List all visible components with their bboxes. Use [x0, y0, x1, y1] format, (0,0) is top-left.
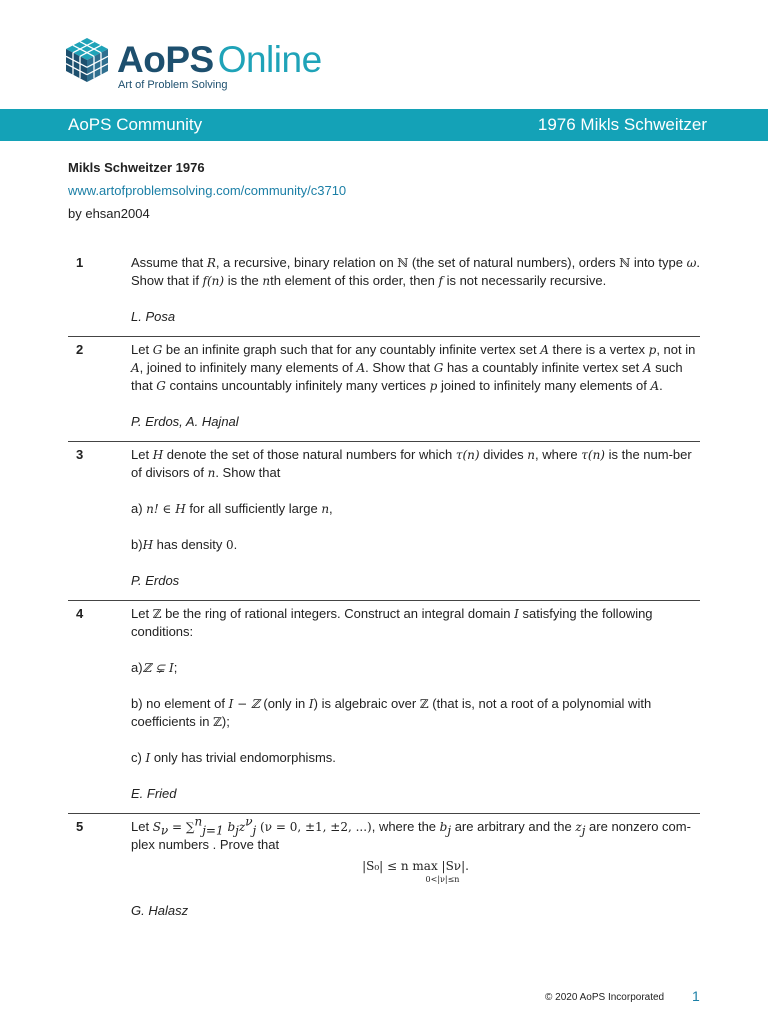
problem-4	[68, 601, 700, 814]
document-title: Mikls Schweitzer 1976	[68, 160, 205, 175]
contest-title: 1976 Mikls Schweitzer	[537, 115, 707, 134]
problem-part-b: b) no element of I − ℤ (only in I) is algebraic over ℤ (that is, not a root of a polynomial with coefficients in ℤ);	[131, 696, 652, 729]
problem-5	[68, 814, 700, 930]
problem-author: E. Fried	[131, 786, 177, 801]
footer-copyright: © 2020 AoPS Incorporated	[545, 992, 665, 1003]
page-number: 1	[692, 988, 700, 1004]
problem-statement: Let G be an infinite graph such that for any countably infinite vertex set A there is a vertex p, not in A, joined to infinitely many elements of A. Show that G has a countably infinite vertex set A such that G contains uncountably infinitely many vertices p joined to infinitely many elements of A.	[131, 342, 696, 393]
problem-3	[68, 442, 700, 601]
display-formula-subscript: 0<|ν|≤n	[425, 875, 460, 884]
header-band	[0, 109, 768, 141]
problem-number: 2	[76, 342, 84, 357]
problem-statement: Let ℤ be the ring of rational integers. Construct an integral domain I satisfying the following conditions:	[131, 606, 653, 639]
problem-author: L. Posa	[131, 309, 176, 324]
problem-author: G. Halasz	[131, 903, 189, 918]
problem-part-a: a)ℤ ⊊ I;	[131, 660, 178, 675]
problem-statement: Let H denote the set of those natural numbers for which τ(n) divides n, where τ(n) is the num-ber of divisors of n. Show that	[131, 447, 692, 480]
problem-part-c: c) I only has trivial endomorphisms.	[131, 750, 336, 765]
problem-statement: Assume that R, a recursive, binary relation on ℕ (the set of natural numbers), orders ℕ into type ω. Show that if f(n) is the nth element of this order, then f is not necessarily recursive.	[131, 255, 701, 288]
problem-author: P. Erdos	[131, 573, 180, 588]
problem-number: 5	[76, 819, 84, 834]
problem-1	[68, 250, 700, 337]
logo-tagline: Art of Problem Solving	[118, 79, 228, 91]
author-line: by ehsan2004	[68, 206, 150, 221]
aops-cube-icon	[64, 36, 110, 84]
community-link[interactable]: www.artofproblemsolving.com/community/c3710	[68, 183, 347, 198]
display-formula: |S₀| ≤ n max |Sν|. 0<|ν|≤n	[131, 858, 700, 888]
problem-statement: Let $S_\nu = \sum^n_{j=1}$ $b_jz^\nu_j$ (ν = 0, ±1, ±2, ...), where the $b_j$ are arbitrary and the $z_j$ are nonzero com-plex numbers . Prove that	[131, 814, 691, 852]
problem-number: 1	[76, 255, 84, 270]
problem-list	[68, 250, 700, 930]
community-label: AoPS Community	[68, 115, 203, 134]
logo-online: Online	[217, 39, 322, 80]
problem-part-a: a) n! ∈ H for all sufficiently large n,	[131, 501, 333, 516]
problem-number: 3	[76, 447, 84, 462]
problem-part-b: b)H has density 0.	[131, 537, 238, 552]
problem-author: P. Erdos, A. Hajnal	[131, 414, 239, 429]
logo-brand: AoPS	[117, 39, 214, 80]
document-meta	[68, 156, 346, 225]
aops-logo[interactable]	[64, 36, 324, 92]
problem-number: 4	[76, 606, 84, 621]
logo-wordmark	[117, 40, 322, 80]
problem-2	[68, 337, 700, 442]
